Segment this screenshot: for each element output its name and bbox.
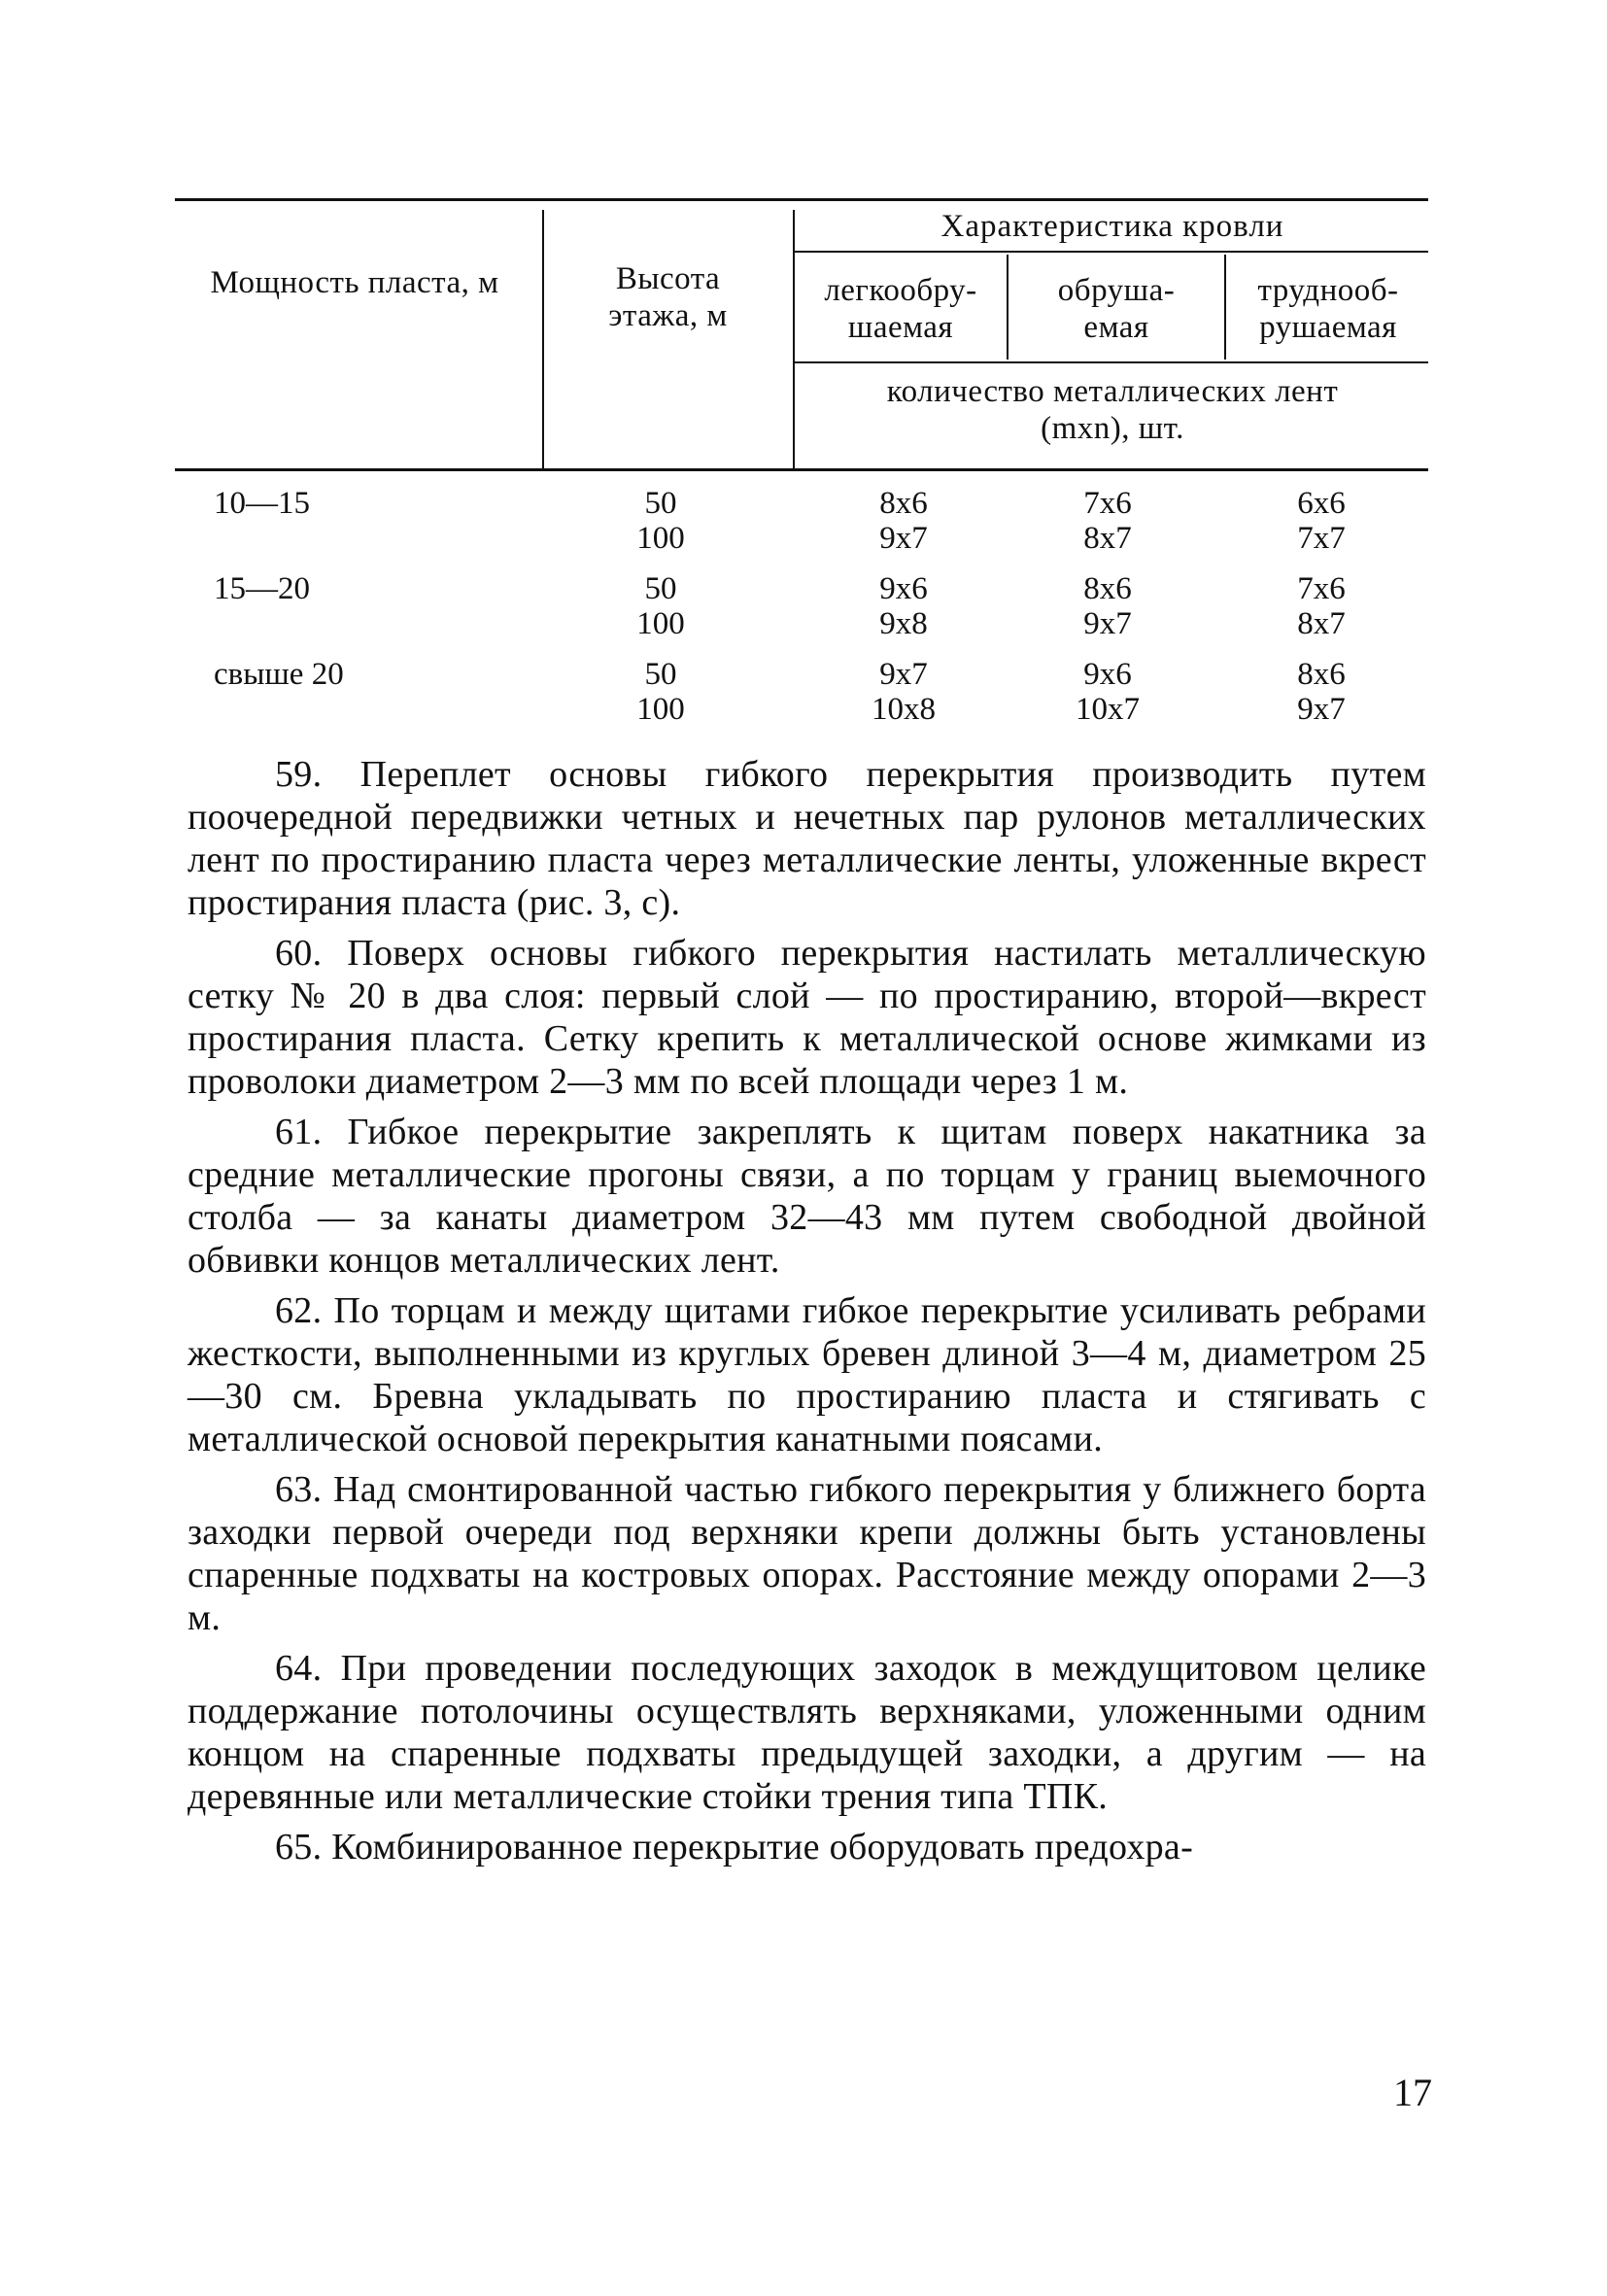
body-text: [188, 753, 1426, 1876]
table-cell: [214, 606, 408, 641]
header-roof-easy-line1: легкообру-: [824, 273, 977, 308]
table-cell: 15—20: [214, 571, 310, 606]
table-cell: 9x7: [1083, 606, 1132, 641]
col-medium-values: [1030, 486, 1185, 727]
table-header-bottom-rule: [175, 468, 1428, 471]
table-cell: 8x6: [879, 486, 928, 521]
header-strip-quantity: [797, 373, 1428, 447]
table-cell: 9x7: [879, 657, 928, 692]
col-divider-seam: [542, 210, 544, 468]
col-divider-height: [793, 210, 795, 468]
header-roof-medium: [1010, 272, 1222, 346]
table-cell: 50: [644, 486, 677, 521]
table-cell: [214, 521, 408, 556]
table-cell: 100: [636, 606, 685, 641]
header-floor-height-line1: Высота: [615, 261, 721, 296]
table-cell: 6x6: [1297, 486, 1346, 521]
page-number: 17: [1393, 2071, 1432, 2114]
table-cell: 8x6: [1083, 571, 1132, 606]
table-cell: 9x6: [1083, 657, 1132, 692]
table-cell: 9x7: [1297, 692, 1346, 727]
table-cell: 7x6: [1083, 486, 1132, 521]
table-cell: 8x6: [1297, 657, 1346, 692]
paragraph-62: 62. По торцам и между щитами гибкое перекрытие усиливать ребрами жесткости, выполненными из круглых бревен длиной 3—4 м, диаметром 25—30 см. Бревна укладывать по простиранию пласта и стягивать с металлической основой перекрытия канатными поясами.: [188, 1290, 1426, 1459]
paragraph-59: 59. Переплет основы гибкого перекрытия производить путем поочередной передвижки четных и нечетных пар рулонов металлических лент по простиранию пласта через металлические ленты, уложенные вкрест простирания пласта (рис. 3, с).: [188, 754, 1426, 923]
col-height-values: [602, 486, 719, 727]
col-divider-roof-2: [1224, 255, 1226, 360]
header-strip-quantity-line2: (mxn), шт.: [1041, 411, 1184, 446]
header-roof-hard-line1: труднооб-: [1257, 273, 1399, 308]
header-seam-thickness: Мощность пласта, м: [210, 265, 499, 300]
header-floor-height: [549, 260, 787, 334]
lining-table: [175, 194, 1428, 738]
header-roof-easy-line2: шаемая: [847, 310, 954, 345]
paragraph-63: 63. Над смонтированной частью гибкого перекрытия у ближнего борта заходки первой очереди под верхняки крепи должны быть установлены спаренные подхваты на костровых опорах. Расстояние между опорами 2—3 м.: [188, 1469, 1426, 1638]
header-roof-easy: [797, 272, 1005, 346]
paragraph-60: 60. Поверх основы гибкого перекрытия настилать металлическую сетку № 20 в два слоя: первый слой — по простиранию, второй—вкрест простирания пласта. Сетку крепить к металлической основе жимками из проволоки диаметром 2—3 мм по всей площади через 1 м.: [188, 933, 1426, 1102]
col-divider-roof-1: [1007, 255, 1009, 360]
table-cell: [214, 692, 408, 727]
header-floor-height-line2: этажа, м: [608, 298, 728, 333]
table-cell: 7x7: [1297, 521, 1346, 556]
col-seam-values: [214, 486, 408, 727]
header-roof-medium-line1: обруша-: [1057, 273, 1176, 308]
header-roof-medium-line2: емая: [1083, 310, 1149, 345]
table-top-rule: [175, 198, 1428, 201]
table-cell: 7x6: [1297, 571, 1346, 606]
table-cell: 10—15: [214, 486, 310, 521]
table-cell: 100: [636, 521, 685, 556]
header-roof-hard-line2: рушаемая: [1259, 310, 1397, 345]
header-roof-characteristic: Характеристика кровли: [940, 209, 1284, 244]
table-cell: 8x7: [1083, 521, 1132, 556]
header-roof-hard: [1228, 272, 1428, 346]
table-cell: 9x6: [879, 571, 928, 606]
table-cell: 50: [644, 657, 677, 692]
table-cell: 8x7: [1297, 606, 1346, 641]
table-cell: свыше 20: [214, 657, 344, 692]
paragraph-61: 61. Гибкое перекрытие закреплять к щитам поверх накатника за средние металлические прогоны связи, а по торцам у границ выемочного столба — за канаты диаметром 32—43 мм путем свободной двойной обвивки концов металлических лент.: [188, 1112, 1426, 1281]
paragraph-65: 65. Комбинированное перекрытие оборудовать предохра-: [275, 1827, 1194, 1868]
table-cell: 100: [636, 692, 685, 727]
roof-types-rule: [793, 361, 1428, 363]
header-strip-quantity-line1: количество металлических лент: [886, 374, 1339, 409]
table-cell: 10x7: [1076, 692, 1140, 727]
table-cell: 50: [644, 571, 677, 606]
table-cell: 10x8: [872, 692, 936, 727]
table-cell: 9x8: [879, 606, 928, 641]
table-cell: 9x7: [879, 521, 928, 556]
col-easy-values: [826, 486, 981, 727]
col-hard-values: [1244, 486, 1399, 727]
paragraph-64: 64. При проведении последующих заходок в междущитовом целике поддержание потолочины осуществлять верхняками, уложенными одним концом на спаренные подхваты предыдущей заходки, а другим — на деревянные или металлические стойки трения типа ТПК.: [188, 1648, 1426, 1817]
roof-group-rule: [793, 251, 1428, 253]
